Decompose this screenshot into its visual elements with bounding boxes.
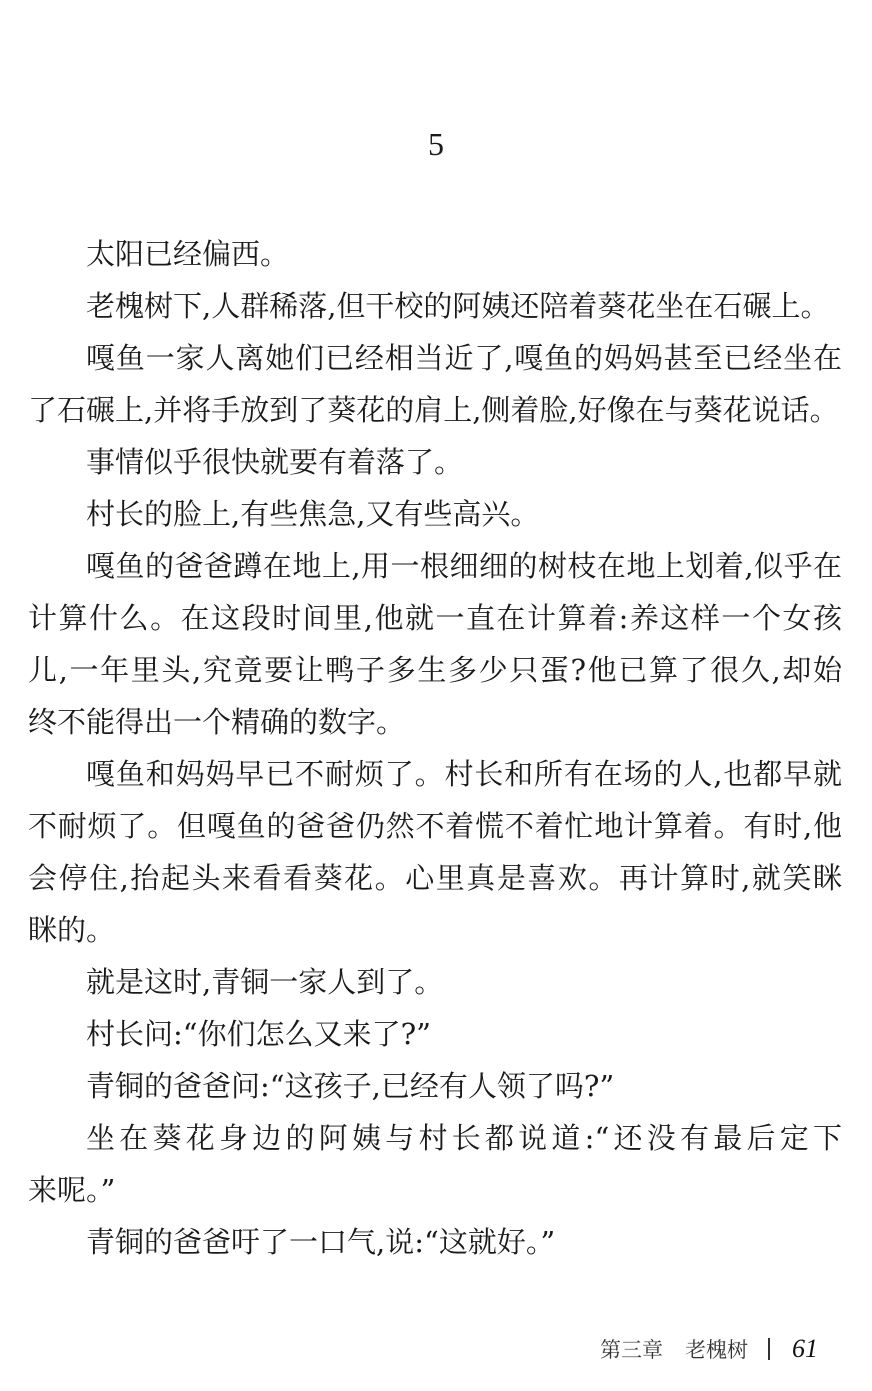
text-line: 事情似乎很快就要有着落了。 [86, 445, 464, 479]
paragraph [28, 1216, 842, 1268]
text-line: 会停住,抬起头来看看葵花。心里真是喜欢。再计算时,就笑眯 [28, 861, 842, 895]
text-line: 计算什么。在这段时间里,他就一直在计算着:养这样一个女孩 [28, 601, 842, 635]
text-line: 嘎鱼的爸爸蹲在地上,用一根细细的树枝在地上划着,似乎在 [86, 549, 842, 583]
text-line: 村长问:“你们怎么又来了?” [86, 1017, 431, 1051]
text-line: 青铜的爸爸吁了一口气,说:“这就好。” [86, 1225, 556, 1259]
paragraph [28, 436, 842, 488]
text-line: 不耐烦了。但嘎鱼的爸爸仍然不着慌不着忙地计算着。有时,他 [28, 809, 842, 843]
text-line: 了石碾上,并将手放到了葵花的肩上,侧着脸,好像在与葵花说话。 [28, 393, 839, 427]
text-line: 村长的脸上,有些焦急,又有些高兴。 [86, 497, 540, 531]
paragraph [28, 1008, 842, 1060]
chapter-label: 第三章 [600, 1338, 663, 1362]
paragraph [28, 748, 842, 956]
paragraph [28, 1112, 842, 1216]
text-line: 就是这时,青铜一家人到了。 [86, 965, 444, 999]
page-footer [600, 1334, 818, 1364]
page-number: 61 [792, 1334, 818, 1363]
text-line: 青铜的爸爸问:“这孩子,已经有人领了吗?” [86, 1069, 615, 1103]
text-line: 嘎鱼一家人离她们已经相当近了,嘎鱼的妈妈甚至已经坐在 [86, 341, 842, 375]
text-line: 儿,一年里头,究竟要让鸭子多生多少只蛋?他已算了很久,却始 [28, 653, 842, 687]
paragraph [28, 1060, 842, 1112]
chapter-title: 老槐树 [685, 1338, 748, 1362]
paragraph [28, 280, 842, 332]
text-line: 太阳已经偏西。 [86, 237, 290, 271]
text-line: 坐在葵花身边的阿姨与村长都说道:“还没有最后定下 [86, 1121, 842, 1155]
paragraph [28, 956, 842, 1008]
body-text [28, 228, 842, 1268]
text-line: 眯的。 [28, 913, 116, 947]
text-line: 老槐树下,人群稀落,但干校的阿姨还陪着葵花坐在石碾上。 [86, 289, 830, 323]
paragraph [28, 540, 842, 748]
text-line: 终不能得出一个精确的数字。 [28, 705, 406, 739]
footer-divider [768, 1338, 770, 1360]
paragraph [28, 332, 842, 436]
section-number: 5 [428, 126, 444, 162]
paragraph [28, 228, 842, 280]
text-line: 来呢。” [28, 1173, 116, 1207]
text-line: 嘎鱼和妈妈早已不耐烦了。村长和所有在场的人,也都早就 [86, 757, 842, 791]
paragraph [28, 488, 842, 540]
